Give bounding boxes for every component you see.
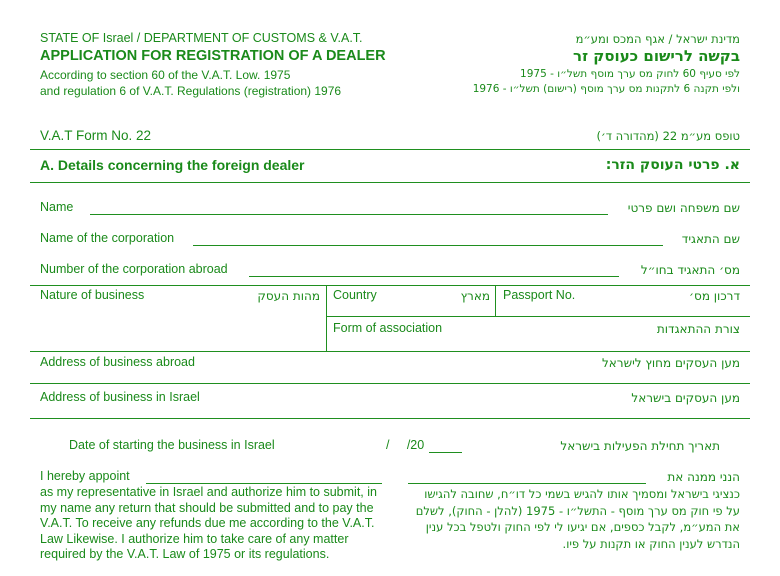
law-reference-line2-en: and regulation 6 of V.A.T. Regulations (registration) 1976	[40, 84, 342, 98]
corp-number-label-en: Number of the corporation abroad	[40, 262, 228, 276]
corp-number-label-he: מס׳ התאגיד בחו״ל	[640, 263, 740, 277]
form-number-en: V.A.T Form No. 22	[40, 128, 152, 143]
country-label-en: Country	[333, 288, 377, 302]
date-start-year-field[interactable]	[429, 452, 462, 453]
corp-number-field[interactable]	[249, 276, 619, 277]
name-field[interactable]	[90, 214, 608, 215]
divider	[30, 182, 750, 183]
section-a-title-he: א. פרטי העוסק הזר:	[605, 157, 740, 173]
divider	[30, 383, 750, 384]
grid-divider	[326, 285, 327, 351]
state-department-he: מדינת ישראל / אגף המכס ומע״מ	[575, 32, 740, 46]
name-label-he: שם משפחה ושם פרטי	[627, 201, 740, 215]
association-label-en: Form of association	[333, 321, 443, 335]
address-abroad-label-en: Address of business abroad	[40, 355, 195, 369]
nature-of-business-field[interactable]	[30, 300, 325, 350]
address-israel-label-he: מען העסקים בישראל	[631, 391, 740, 405]
appoint-label-en: I hereby appoint	[40, 469, 130, 483]
passport-label-he: דרכון מס׳	[689, 289, 740, 303]
divider	[30, 285, 750, 286]
appoint-body-en: as my representative in Israel and authorize him to submit, in my name any return that should be submitted and to pay the V.A.T. To receive any refunds due me according to the V.A.T. Law Likewise. I authorize him to take care of any matter required by the V.A.T. Law of 1975 or its regulations.	[40, 485, 377, 562]
form-number-he: טופס מע״מ 22 (מהדורה ד׳)	[596, 129, 740, 143]
section-a-title-en: A. Details concerning the foreign dealer	[40, 157, 305, 173]
law-reference-line2-he: ולפי תקנה 6 לתקנות מס ערך מוסף (רישום) תשל״ו - 1976	[472, 83, 740, 95]
law-reference-line1-en: According to section 60 of the V.A.T. Low. 1975	[40, 68, 291, 82]
representative-name-field-he[interactable]	[408, 483, 646, 484]
form-title-he: בקשה לרישום כעוסק זר	[573, 47, 740, 65]
grid-divider	[495, 285, 496, 316]
grid-divider	[326, 316, 750, 317]
association-label-he: צורת ההתאגדות	[656, 322, 740, 336]
law-reference-line1-he: לפי סעיף 60 לחוק מס ערך מוסף תשל״ו - 1975	[520, 68, 740, 80]
appoint-label-he: הנני ממנה את	[667, 470, 740, 484]
nature-of-business-label-he: מהות העסק	[257, 289, 320, 303]
representative-name-field-en[interactable]	[146, 483, 382, 484]
divider	[30, 418, 750, 419]
date-start-label-he: תאריך תחילת הפעילות בישראל	[560, 439, 720, 453]
divider	[30, 351, 750, 352]
address-abroad-label-he: מען העסקים מחוץ לישראל	[601, 356, 740, 370]
corporation-label-he: שם התאגיד	[681, 232, 740, 246]
date-start-format: / /20	[386, 438, 425, 452]
passport-label-en: Passport No.	[503, 288, 576, 302]
corporation-field[interactable]	[193, 245, 663, 246]
country-label-he: מארץ	[460, 289, 490, 303]
name-label-en: Name	[40, 200, 74, 214]
divider	[30, 149, 750, 150]
corporation-label-en: Name of the corporation	[40, 231, 175, 245]
address-israel-label-en: Address of business in Israel	[40, 390, 200, 404]
date-start-label-en: Date of starting the business in Israel	[69, 438, 275, 452]
appoint-body-he: כנציגי בישראל ומסמיך אותו להגיש בשמי כל דו״ח, שחובה להגישו על פי חוק מס ערך מוסף - התשל״ו - 1975 (להלן - החוק), לשלם את המע״מ, לקבל כספים, אם יגיעו לי לפי החוק ולטפל בכל ענין הנדרש לענין החוק או תקנות על פיו.	[415, 487, 740, 551]
nature-of-business-label-en: Nature of business	[40, 288, 145, 302]
state-department-en: STATE OF Israel / DEPARTMENT OF CUSTOMS & V.A.T.	[40, 31, 363, 45]
form-title-en: APPLICATION FOR REGISTRATION OF A DEALER	[40, 48, 386, 64]
